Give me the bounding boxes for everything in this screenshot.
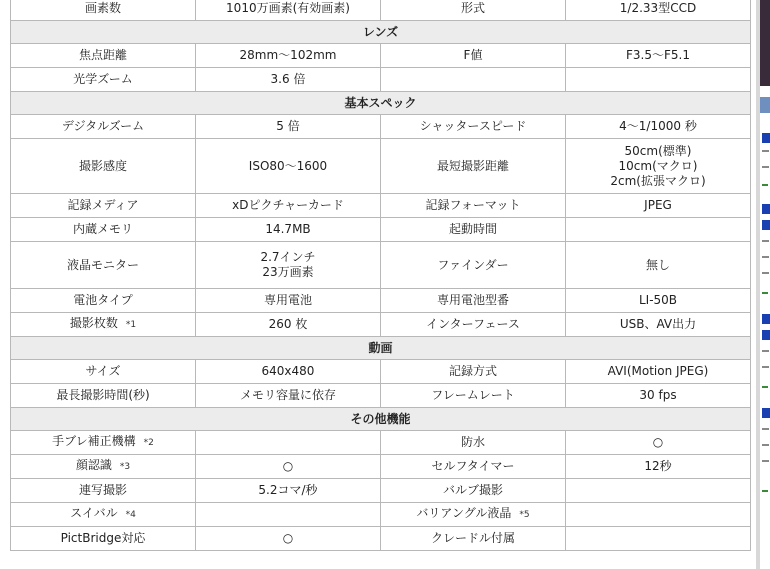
camera-spec-table (10, 0, 751, 551)
spec-value (196, 242, 381, 289)
spec-label-text: F値 (463, 48, 483, 62)
spec-value (196, 479, 381, 503)
spec-value-text: 専用電池 (263, 293, 312, 307)
spec-row (11, 503, 751, 527)
spec-label-text: サイズ (85, 364, 121, 378)
spec-value-text: 14.7MB (265, 222, 311, 236)
spec-row (11, 218, 751, 242)
spec-label (381, 313, 566, 337)
spec-value-text: USB、AV出力 (619, 317, 697, 331)
spec-value (196, 44, 381, 68)
spec-label-text: 焦点距離 (78, 48, 127, 62)
section-header-row (11, 21, 751, 44)
spec-value (566, 384, 751, 408)
spec-value-text: ○ (652, 435, 664, 449)
sidebar-text (762, 444, 769, 446)
sidebar-link[interactable] (762, 314, 770, 324)
footnote-marker: *1 (125, 320, 137, 330)
spec-value (566, 242, 751, 289)
spec-value-line: 10cm(マクロ) (618, 158, 698, 173)
spec-label-text: 手ブレ補正機構 (52, 434, 136, 448)
sidebar-text (762, 150, 769, 152)
spec-value-text: JPEG (644, 198, 672, 212)
spec-value (566, 455, 751, 479)
spec-label (11, 527, 196, 551)
spec-label (381, 0, 566, 21)
spec-value-text: 1010万画素(有効画素) (226, 1, 350, 15)
spec-value-text: メモリ容量に依存 (239, 388, 336, 402)
sidebar-url (762, 292, 768, 294)
spec-label-text: バルブ撮影 (442, 483, 503, 497)
sidebar-url (762, 490, 768, 492)
spec-label-text: 画素数 (84, 1, 121, 15)
sidebar-header-bar (760, 97, 770, 113)
spec-label (381, 527, 566, 551)
spec-value-text: ISO80～1600 (248, 158, 328, 173)
sidebar-text (762, 428, 769, 430)
footnote-marker: *3 (119, 462, 131, 472)
spec-value-line: 23万画素 (262, 265, 314, 279)
spec-value-text: 12秒 (644, 459, 672, 473)
spec-label-text: クレードル付属 (430, 531, 515, 545)
sidebar-text (762, 460, 769, 462)
spec-label-text: 液晶モニター (66, 257, 139, 272)
sidebar-thumbnail[interactable] (760, 0, 770, 86)
spec-label (381, 360, 566, 384)
spec-label-text: 防水 (460, 435, 485, 449)
spec-label (11, 384, 196, 408)
spec-value (196, 455, 381, 479)
spec-label-text: セルフタイマー (431, 459, 515, 473)
spec-label (11, 289, 196, 313)
spec-value (566, 431, 751, 455)
spec-value (196, 360, 381, 384)
spec-value-text: 無し (645, 257, 670, 272)
spec-value-text: 3.6 倍 (270, 72, 306, 86)
spec-label (11, 115, 196, 139)
spec-label-text: インターフェース (426, 317, 520, 331)
section-title: 基本スペック (11, 92, 751, 115)
footnote-marker: *4 (125, 510, 136, 520)
spec-label-text: ファインダー (437, 257, 509, 272)
spec-value-text: ○ (282, 531, 294, 545)
spec-value (196, 527, 381, 551)
spec-label (381, 431, 566, 455)
sidebar-link[interactable] (762, 204, 770, 214)
spec-label (381, 289, 566, 313)
sidebar-link[interactable] (762, 133, 770, 143)
sidebar-link[interactable] (762, 220, 770, 230)
spec-row (11, 289, 751, 313)
spec-value (196, 0, 381, 21)
spec-label-text: 記録方式 (448, 364, 497, 378)
spec-row (11, 139, 751, 194)
spec-label (11, 139, 196, 194)
spec-label (11, 218, 196, 242)
spec-value (566, 0, 751, 21)
sidebar-url (762, 184, 768, 186)
spec-label (381, 242, 566, 289)
spec-row (11, 384, 751, 408)
spec-label (11, 479, 196, 503)
sidebar-text (762, 240, 769, 242)
sidebar-text (762, 166, 769, 168)
spec-row (11, 527, 751, 551)
sidebar-text (762, 350, 769, 352)
spec-value (196, 503, 381, 527)
spec-label (11, 503, 196, 527)
spec-value (196, 194, 381, 218)
spec-label-text: 最短撮影距離 (436, 158, 509, 173)
spec-label (381, 455, 566, 479)
spec-label (381, 384, 566, 408)
sidebar-link[interactable] (762, 330, 770, 340)
sidebar-link[interactable] (762, 408, 770, 418)
spec-label (11, 455, 196, 479)
spec-label (11, 242, 196, 289)
spec-value (566, 139, 751, 194)
spec-value-text: AVI(Motion JPEG) (607, 364, 709, 378)
spec-label-text: 最長撮影時間(秒) (56, 388, 150, 402)
spec-label-text: スイバル (70, 506, 118, 520)
spec-value-text: 640x480 (261, 364, 315, 378)
section-header-row (11, 337, 751, 360)
spec-label-text: 形式 (460, 1, 485, 15)
right-sidebar (756, 0, 770, 569)
spec-label (381, 218, 566, 242)
spec-row (11, 194, 751, 218)
spec-row (11, 479, 751, 503)
spec-label-text: フレームレート (431, 388, 515, 402)
spec-value-text: 5.2コマ/秒 (258, 483, 318, 497)
spec-label-text: 記録メディア (67, 198, 139, 212)
footnote-marker: *5 (519, 510, 530, 520)
spec-value-text: 30 fps (639, 388, 677, 402)
footnote-marker: *2 (143, 438, 154, 448)
sidebar-url (762, 386, 768, 388)
spec-value (196, 384, 381, 408)
spec-value-text: xDピクチャーカード (232, 198, 344, 212)
spec-label-text: 連写撮影 (78, 483, 127, 497)
spec-value-text: F3.5～F5.1 (626, 48, 690, 62)
spec-label-text: 顔認識 (75, 458, 112, 472)
spec-value-text: 28mm～102mm (239, 48, 337, 62)
spec-row (11, 115, 751, 139)
spec-label-text: 撮影枚数 (69, 316, 118, 330)
spec-label-text: 専用電池型番 (436, 293, 509, 307)
spec-label (11, 44, 196, 68)
spec-value (566, 44, 751, 68)
section-header-row (11, 408, 751, 431)
spec-value-line: 2cm(拡張マクロ) (610, 173, 706, 188)
section-title: レンズ (11, 21, 751, 44)
spec-value-text: 260 枚 (268, 317, 308, 331)
section-header-row (11, 92, 751, 115)
spec-label (11, 0, 196, 21)
spec-value (566, 503, 751, 527)
spec-row (11, 360, 751, 384)
spec-row (11, 68, 751, 92)
spec-label (381, 503, 566, 527)
spec-label-text: 起動時間 (448, 222, 497, 236)
spec-row (11, 44, 751, 68)
spec-value-text: LI-50B (638, 293, 678, 307)
spec-row (11, 313, 751, 337)
spec-value (566, 194, 751, 218)
spec-value-text: ○ (282, 459, 294, 473)
spec-label-text: デジタルズーム (61, 119, 145, 133)
spec-label (381, 44, 566, 68)
spec-label-text: 光学ズーム (73, 72, 133, 86)
spec-label (11, 360, 196, 384)
spec-row (11, 431, 751, 455)
spec-value (566, 360, 751, 384)
spec-value (196, 289, 381, 313)
spec-value (196, 218, 381, 242)
spec-label (11, 431, 196, 455)
spec-label (11, 194, 196, 218)
sidebar-text (762, 272, 769, 274)
spec-label-text: バリアングル液晶 (416, 506, 512, 520)
spec-label-text: PictBridge対応 (60, 531, 146, 545)
spec-value (566, 218, 751, 242)
spec-value (566, 115, 751, 139)
spec-value (196, 431, 381, 455)
spec-value-line: 2.7インチ (260, 250, 316, 264)
spec-label (11, 313, 196, 337)
sidebar-text (762, 256, 769, 258)
spec-row (11, 0, 751, 21)
spec-value (196, 139, 381, 194)
spec-label-text: 電池タイプ (73, 293, 133, 307)
spec-label-text: 記録フォーマット (425, 198, 521, 212)
spec-value (566, 527, 751, 551)
spec-value-text: 5 倍 (276, 119, 300, 133)
spec-value (196, 313, 381, 337)
section-title: 動画 (11, 337, 751, 360)
spec-row (11, 242, 751, 289)
spec-label-text: 内蔵メモリ (72, 222, 133, 236)
section-title: その他機能 (11, 408, 751, 431)
spec-value (196, 115, 381, 139)
spec-label-text: シャッタースピード (419, 119, 527, 133)
spec-value-line: 50cm(標準) (624, 143, 692, 158)
spec-value (196, 68, 381, 92)
spec-label (381, 68, 566, 92)
spec-label (381, 115, 566, 139)
sidebar-text (762, 366, 769, 368)
spec-value (566, 289, 751, 313)
spec-value (566, 313, 751, 337)
spec-value-text: 4～1/1000 秒 (619, 119, 697, 133)
spec-label (381, 479, 566, 503)
spec-value (566, 479, 751, 503)
spec-value-text: 1/2.33型CCD (619, 1, 697, 15)
spec-label (381, 194, 566, 218)
spec-label (11, 68, 196, 92)
spec-row (11, 455, 751, 479)
spec-label-text: 撮影感度 (78, 158, 127, 173)
spec-value (566, 68, 751, 92)
spec-label (381, 139, 566, 194)
